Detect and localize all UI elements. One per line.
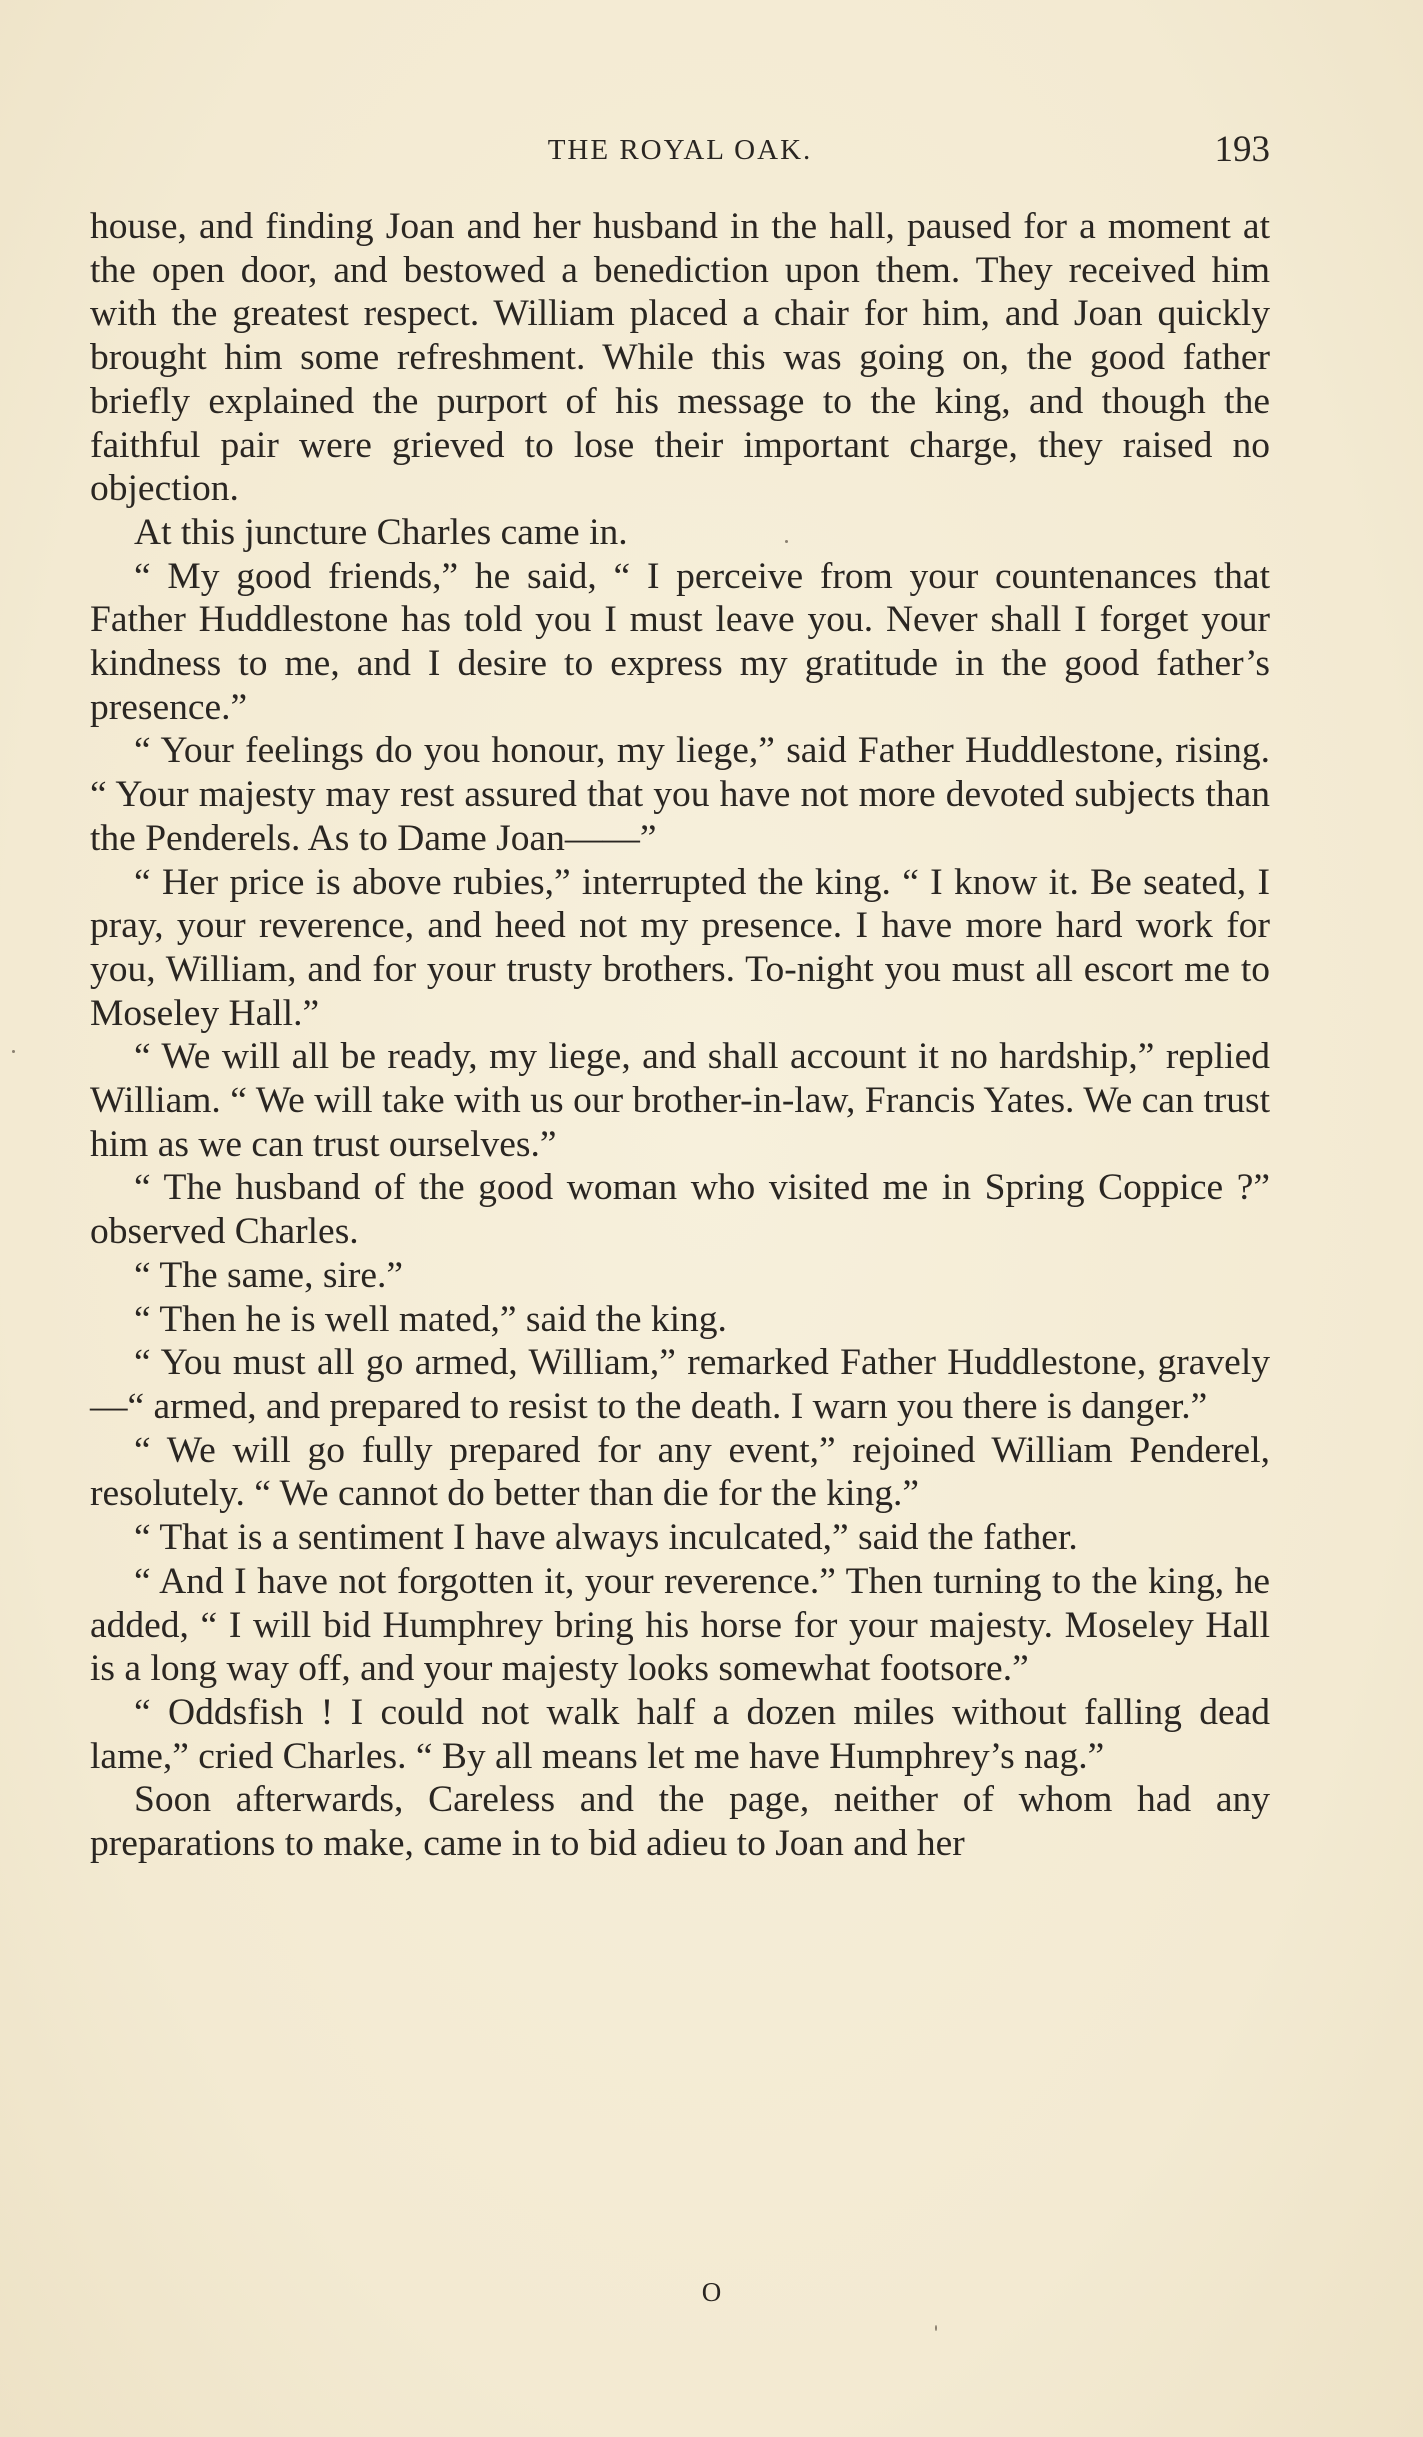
paragraph: “ The same, sire.” — [134, 1254, 403, 1296]
paragraph: “ That is a sentiment I have always inculcated,” said the father. — [134, 1517, 1078, 1559]
running-title: THE ROYAL OAK. — [547, 134, 813, 166]
signature-mark: O — [701, 2277, 722, 2307]
paragraph: “ And I have not forgotten it, your reverence.” Then turning to the king, he added, “ I will bid Humphrey bring his horse for your majesty. Moseley Hall is a long way off, and your majesty looks somewhat footsore.” — [90, 1560, 1270, 1690]
paragraph: “ The husband of the good woman who visited me in Spring Coppice ?” observed Charles. — [90, 1167, 1270, 1253]
body-text — [90, 205, 1270, 1866]
paragraph: “ Your feelings do you honour, my liege,” said Father Huddlestone, rising. “ Your majesty may rest assured that you have not more devoted subjects than the Penderels. As to Dame Joan——” — [90, 730, 1270, 859]
paragraph: “ Then he is well mated,” said the king. — [134, 1298, 727, 1340]
paper-speck — [935, 2325, 937, 2331]
paragraph: house, and finding Joan and her husband in the hall, paused for a moment at the open door, and bestowed a benediction upon them. They received him with the greatest respect. William placed a chair for him, and Joan quickly brought him some refreshment. While this was going on, the good father briefly explained the purport of his message to the king, and though the faithful pair were grieved to lose their important charge, they raised no objection. — [90, 206, 1270, 510]
paragraph: “ Oddsfish ! I could not walk half a dozen miles without falling dead lame,” cried Charles. “ By all means let me have Humphrey’s nag.” — [90, 1691, 1270, 1777]
paragraph: “ You must all go armed, William,” remarked Father Huddlestone, gravely—“ armed, and prepared to resist to the death. I warn you there is danger.” — [90, 1342, 1270, 1427]
paragraph: “ We will all be ready, my liege, and shall account it no hardship,” replied William. “ We will take with us our brother-in-law, Francis Yates. We can trust him as we can trust ourselves.” — [90, 1036, 1270, 1165]
page-number: 193 — [1214, 129, 1270, 170]
running-head — [90, 128, 1270, 178]
paragraph: At this juncture Charles came in. — [134, 511, 628, 553]
paragraph: “ My good friends,” he said, “ I perceive from your countenances that Father Huddlestone has told you I must leave you. Never shall I forget your kindness to me, and I desire to express my gratitude in the good father’s presence.” — [90, 555, 1270, 728]
paragraph: Soon afterwards, Careless and the page, neither of whom had any preparations to make, came in to bid adieu to Joan and her — [90, 1779, 1270, 1865]
paragraph: “ We will go fully prepared for any event,” rejoined William Penderel, resolutely. “ We cannot do better than die for the king.” — [90, 1429, 1270, 1515]
paragraph: “ Her price is above rubies,” interrupted the king. “ I know it. Be seated, I pray, your reverence, and heed not my presence. I have more hard work for you, William, and for your trusty brothers. To-night you must all escort me to Moseley Hall.” — [90, 861, 1270, 1034]
paper-speck — [12, 1050, 15, 1053]
paper-speck — [785, 540, 788, 543]
